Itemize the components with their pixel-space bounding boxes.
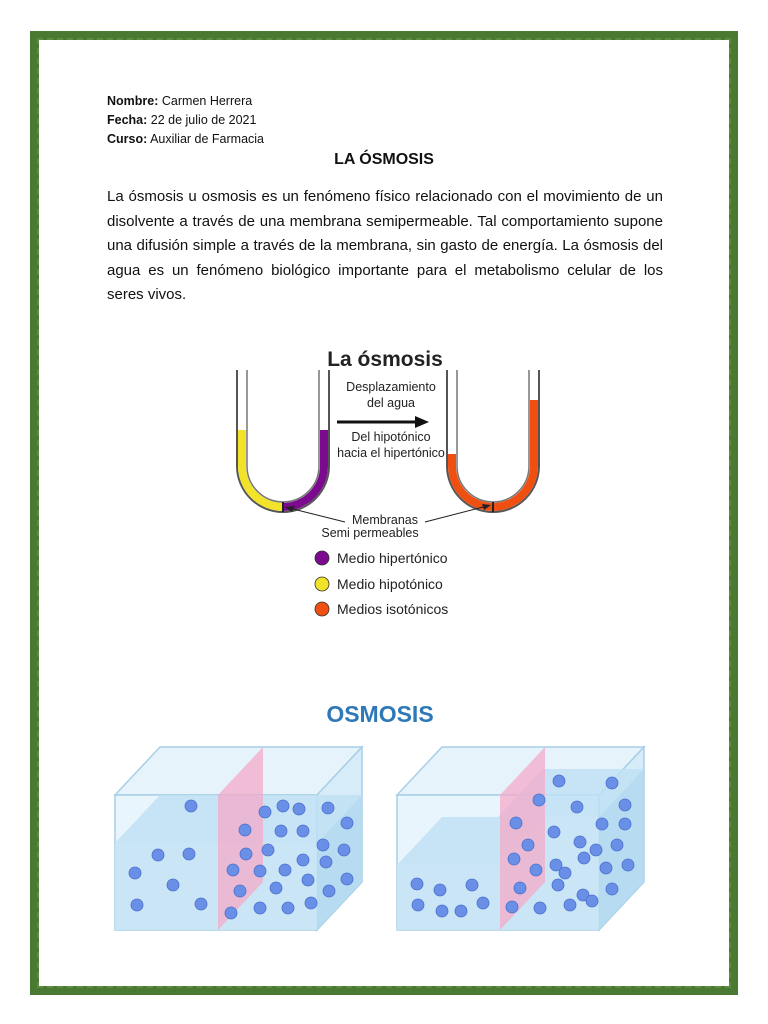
body-paragraph: La ósmosis u osmosis es un fenómeno físico relacionado con el movimiento de un disolvente a través de una membrana semipermeable. Tal comportamiento supone una difusión simple a través de la membrana, sin gasto de energía. La ósmosis del agua es un fenómeno biológico importante para el metabolismo celular de los seres vivos. xyxy=(107,188,663,303)
course-line: Curso: Auxiliar de Farmacia xyxy=(107,132,265,146)
diagram1-title: La ósmosis xyxy=(327,348,443,371)
legend xyxy=(315,550,448,617)
membrane-label-2: Semi permeables xyxy=(321,526,419,540)
membrane-label-1: Membranas xyxy=(352,513,418,527)
legend-label-hypotonic: Medio hipotónico xyxy=(337,576,443,592)
osmosis-u-tube-diagram xyxy=(225,338,555,628)
osmosis-tank-diagram xyxy=(100,695,660,945)
page-title: LA ÓSMOSIS xyxy=(334,151,434,168)
arrow-bottom-label-1: Del hipotónico xyxy=(351,430,431,444)
legend-swatch-isotonic xyxy=(315,602,329,616)
diagram2-title: OSMOSIS xyxy=(326,701,434,727)
left-u-tube xyxy=(237,370,329,512)
right-tank xyxy=(397,747,644,930)
legend-swatch-hypertonic xyxy=(315,551,329,565)
arrow-top-label-1: Desplazamiento xyxy=(346,380,436,394)
legend-label-hypertonic: Medio hipertónico xyxy=(337,550,448,566)
right-u-tube xyxy=(447,370,539,512)
arrow-top-label-2: del agua xyxy=(367,396,415,410)
arrow-bottom-label-2: hacia el hipertónico xyxy=(337,446,445,460)
legend-label-isotonic: Medios isotónicos xyxy=(337,601,449,617)
name-line: Nombre: Carmen Herrera xyxy=(107,94,253,108)
date-line: Fecha: 22 de julio de 2021 xyxy=(107,113,257,127)
water-flow-arrow xyxy=(337,416,429,428)
document-header xyxy=(107,92,264,149)
legend-swatch-hypotonic xyxy=(315,577,329,591)
left-tank xyxy=(115,747,362,930)
